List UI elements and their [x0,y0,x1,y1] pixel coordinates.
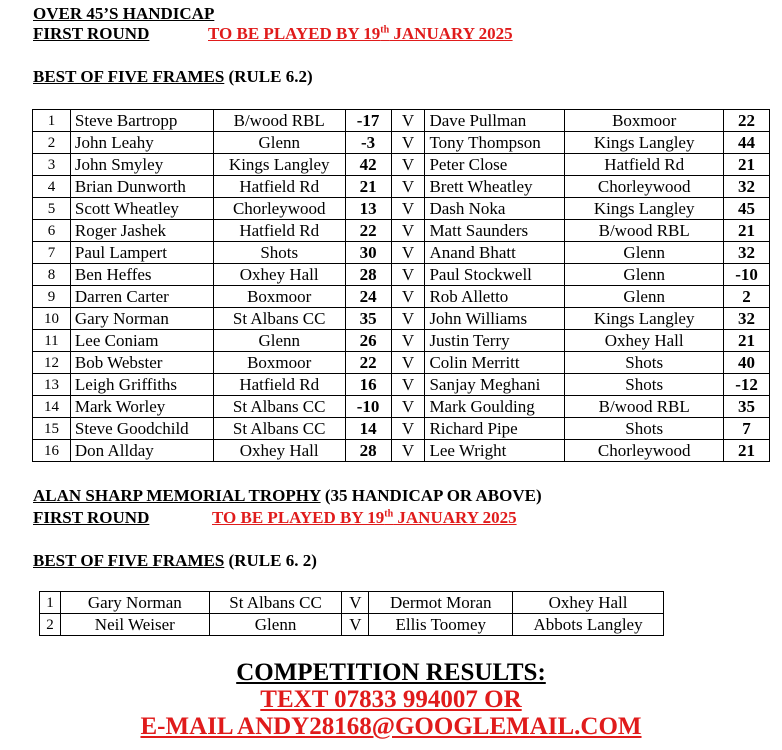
match-number: 7 [33,242,71,264]
away-club: Chorleywood [565,176,724,198]
home-club: Kings Langley [213,154,345,176]
match-number: 5 [33,198,71,220]
away-club: Abbots Langley [513,614,664,636]
section1-format-rule: (RULE 6.2) [224,67,313,86]
away-club: Shots [565,352,724,374]
home-player: Bob Webster [70,352,213,374]
home-club: Boxmoor [213,352,345,374]
table-row [33,110,770,132]
home-club: Hatfield Rd [213,176,345,198]
home-club: Shots [213,242,345,264]
table-row [33,176,770,198]
table-row [33,198,770,220]
home-club: Glenn [213,132,345,154]
section1-deadline-suffix: JANUARY 2025 [389,24,513,43]
away-club: Oxhey Hall [565,330,724,352]
away-player: Paul Stockwell [425,264,565,286]
away-handicap: 21 [724,220,770,242]
away-player: John Williams [425,308,565,330]
table-row [33,374,770,396]
home-handicap: 14 [345,418,391,440]
home-handicap: -3 [345,132,391,154]
home-club: B/wood RBL [213,110,345,132]
table-row [33,440,770,462]
home-player: Neil Weiser [60,614,209,636]
match-number: 9 [33,286,71,308]
away-player: Brett Wheatley [425,176,565,198]
versus: V [391,308,425,330]
home-player: Don Allday [70,440,213,462]
home-handicap: 16 [345,374,391,396]
away-handicap: 22 [724,110,770,132]
results-text-wrap [0,686,782,713]
section2-deadline-sup: th [384,508,394,520]
away-club: Chorleywood [565,440,724,462]
away-club: Shots [565,418,724,440]
home-handicap: 35 [345,308,391,330]
home-handicap: 13 [345,198,391,220]
away-player: Dave Pullman [425,110,565,132]
home-player: Steve Goodchild [70,418,213,440]
section2-format-rule: (RULE 6. 2) [224,551,317,570]
match-number: 3 [33,154,71,176]
home-player: Leigh Griffiths [70,374,213,396]
section1-round: FIRST ROUND [33,24,150,43]
home-player: Ben Heffes [70,264,213,286]
away-player: Peter Close [425,154,565,176]
section1-format [33,67,313,86]
versus: V [391,242,425,264]
away-club: Kings Langley [565,132,724,154]
home-club: Chorleywood [213,198,345,220]
away-club: Glenn [565,286,724,308]
away-club: Kings Langley [565,198,724,220]
away-handicap: 7 [724,418,770,440]
home-handicap: -10 [345,396,391,418]
away-club: Boxmoor [565,110,724,132]
match-number: 6 [33,220,71,242]
versus: V [391,440,425,462]
alan-sharp-fixtures-table [39,591,664,636]
section2-title-suffix: (35 HANDICAP OR ABOVE) [320,486,542,505]
away-handicap: 21 [724,440,770,462]
home-player: Roger Jashek [70,220,213,242]
away-player: Colin Merritt [425,352,565,374]
table-row [40,614,664,636]
versus: V [391,418,425,440]
home-club: Glenn [209,614,342,636]
versus: V [391,286,425,308]
home-player: Gary Norman [60,592,209,614]
away-player: Mark Goulding [425,396,565,418]
section1-round-line [33,24,513,43]
away-handicap: 32 [724,176,770,198]
match-number: 14 [33,396,71,418]
versus: V [342,614,369,636]
away-handicap: 32 [724,242,770,264]
match-number: 1 [33,110,71,132]
away-player: Richard Pipe [425,418,565,440]
versus: V [391,154,425,176]
away-handicap: 35 [724,396,770,418]
section2-title: ALAN SHARP MEMORIAL TROPHY [33,486,321,505]
section2-deadline-prefix: TO BE PLAYED BY 19 [212,508,385,527]
home-handicap: 21 [345,176,391,198]
away-player: Dash Noka [425,198,565,220]
home-player: John Smyley [70,154,213,176]
results-email-wrap [0,713,782,740]
table-row [33,154,770,176]
away-club: Hatfield Rd [565,154,724,176]
home-club: Boxmoor [213,286,345,308]
match-number: 8 [33,264,71,286]
home-handicap: 28 [345,264,391,286]
versus: V [391,220,425,242]
versus: V [391,132,425,154]
match-number: 15 [33,418,71,440]
match-number: 2 [33,132,71,154]
home-player: John Leahy [70,132,213,154]
table-row [33,132,770,154]
home-handicap: 42 [345,154,391,176]
table-row [40,592,664,614]
away-club: Oxhey Hall [513,592,664,614]
home-club: St Albans CC [209,592,342,614]
away-club: Kings Langley [565,308,724,330]
home-handicap: 26 [345,330,391,352]
home-club: Hatfield Rd [213,220,345,242]
versus: V [391,352,425,374]
away-handicap: 21 [724,330,770,352]
section1-deadline-prefix: TO BE PLAYED BY 19 [208,24,381,43]
away-club: Glenn [565,242,724,264]
section1-title: OVER 45’S HANDICAP [33,4,215,23]
away-player: Anand Bhatt [425,242,565,264]
table-row [33,308,770,330]
versus: V [391,198,425,220]
table-row [33,264,770,286]
away-player: Ellis Toomey [369,614,513,636]
home-handicap: 24 [345,286,391,308]
away-handicap: 21 [724,154,770,176]
match-number: 4 [33,176,71,198]
home-handicap: 30 [345,242,391,264]
over45-fixtures-table [32,109,770,462]
section2-title-line [33,486,542,505]
results-email-line: E-MAIL ANDY28168@GOOGLEMAIL.COM [140,713,642,740]
away-club: B/wood RBL [565,396,724,418]
away-player: Justin Terry [425,330,565,352]
versus: V [391,264,425,286]
away-handicap: 44 [724,132,770,154]
section2-round-line [33,508,517,527]
away-player: Tony Thompson [425,132,565,154]
home-handicap: 22 [345,220,391,242]
home-club: St Albans CC [213,396,345,418]
away-handicap: -12 [724,374,770,396]
section1-format-label: BEST OF FIVE FRAMES [33,67,225,86]
match-number: 16 [33,440,71,462]
home-player: Scott Wheatley [70,198,213,220]
match-number: 13 [33,374,71,396]
home-handicap: 28 [345,440,391,462]
results-text-line: TEXT 07833 994007 OR [260,686,522,713]
section2-format [33,551,317,570]
away-handicap: 2 [724,286,770,308]
home-player: Gary Norman [70,308,213,330]
versus: V [391,374,425,396]
away-player: Dermot Moran [369,592,513,614]
away-handicap: 45 [724,198,770,220]
away-club: Glenn [565,264,724,286]
home-player: Paul Lampert [70,242,213,264]
section2-deadline [212,508,517,527]
away-player: Matt Saunders [425,220,565,242]
match-number: 12 [33,352,71,374]
versus: V [391,330,425,352]
away-club: Shots [565,374,724,396]
away-player: Lee Wright [425,440,565,462]
results-heading: COMPETITION RESULTS: [236,659,546,686]
home-club: Hatfield Rd [213,374,345,396]
home-player: Mark Worley [70,396,213,418]
home-player: Steve Bartropp [70,110,213,132]
home-handicap: -17 [345,110,391,132]
away-player: Rob Alletto [425,286,565,308]
table-row [33,220,770,242]
table-row [33,286,770,308]
section2-round: FIRST ROUND [33,508,150,527]
over45-fixtures-body [33,110,770,462]
home-club: Oxhey Hall [213,264,345,286]
home-player: Brian Dunworth [70,176,213,198]
table-row [33,418,770,440]
home-club: St Albans CC [213,308,345,330]
away-handicap: -10 [724,264,770,286]
versus: V [391,110,425,132]
table-row [33,352,770,374]
home-player: Lee Coniam [70,330,213,352]
away-club: B/wood RBL [565,220,724,242]
versus: V [391,176,425,198]
home-club: Glenn [213,330,345,352]
results-heading-wrap [0,659,782,686]
away-handicap: 32 [724,308,770,330]
match-number: 2 [40,614,61,636]
home-club: Oxhey Hall [213,440,345,462]
versus: V [391,396,425,418]
match-number: 1 [40,592,61,614]
table-row [33,242,770,264]
versus: V [342,592,369,614]
home-handicap: 22 [345,352,391,374]
section2-format-label: BEST OF FIVE FRAMES [33,551,225,570]
match-number: 11 [33,330,71,352]
section1-deadline [208,24,513,43]
table-row [33,330,770,352]
alan-sharp-fixtures-body [40,592,664,636]
section2-deadline-suffix: JANUARY 2025 [393,508,517,527]
home-club: St Albans CC [213,418,345,440]
table-row [33,396,770,418]
match-number: 10 [33,308,71,330]
home-player: Darren Carter [70,286,213,308]
away-player: Sanjay Meghani [425,374,565,396]
away-handicap: 40 [724,352,770,374]
section1-deadline-sup: th [380,24,390,36]
